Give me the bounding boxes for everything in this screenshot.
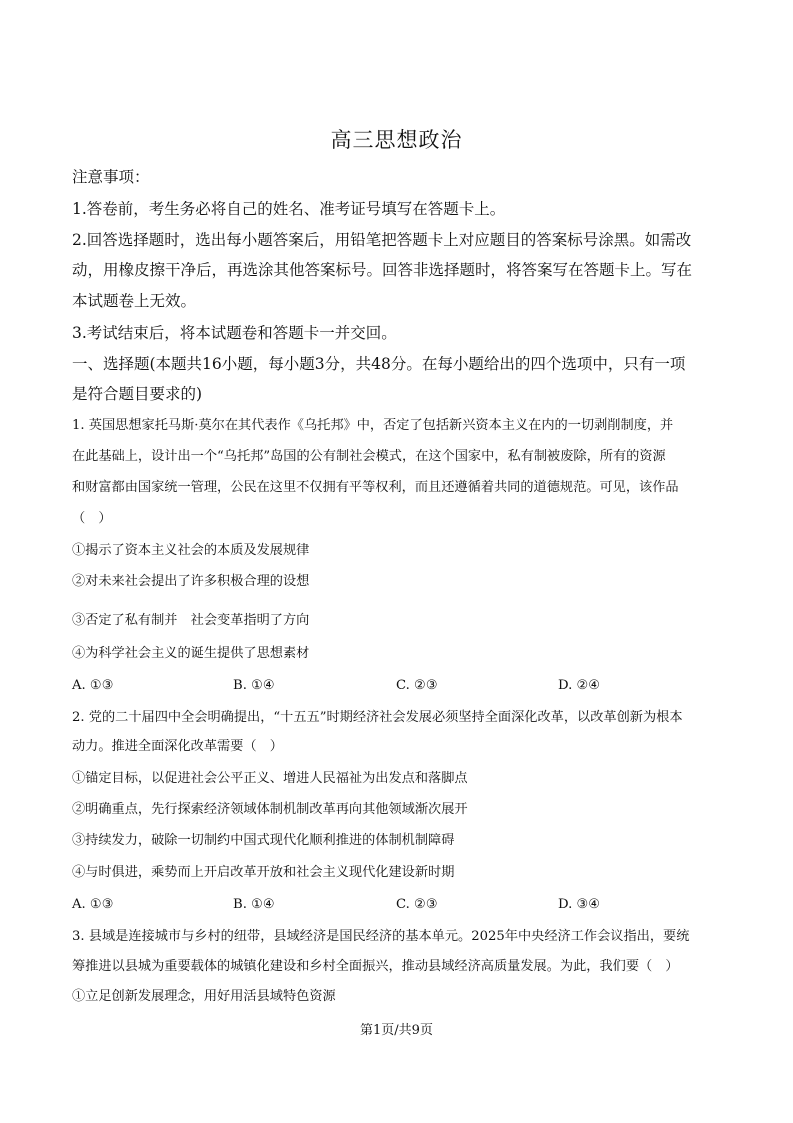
q1-option-c: C. ②③ xyxy=(396,678,438,693)
q1-statement-4: ④为科学社会主义的诞生提供了思想素材 xyxy=(72,646,310,661)
q1-statement-1: ①揭示了资本主义社会的本质及发展规律 xyxy=(72,543,310,558)
section-heading-line-2: 是符合题目要求的) xyxy=(72,385,203,403)
notice-item-1: 1.答卷前，考生务必将自己的姓名、准考证号填写在答题卡上。 xyxy=(72,200,506,218)
q2-option-b: B. ①④ xyxy=(233,897,275,912)
notice-item-3: 3.考试结束后，将本试题卷和答题卡一并交回。 xyxy=(72,324,397,342)
q1-option-a: A. ①③ xyxy=(72,678,114,693)
notice-item-2-line-3: 本试题卷上无效。 xyxy=(72,292,197,310)
q2-stem-line-1: 2. 党的二十届四中全会明确提出，“十五五”时期经济社会发展必须坚持全面深化改革，以改革创新为根本 xyxy=(72,710,683,725)
q1-answer-blank: （ ） xyxy=(72,511,112,526)
q2-option-a: A. ①③ xyxy=(72,897,114,912)
page-footer: 第1页/共9页 xyxy=(360,1023,433,1038)
q1-stem-line-1: 1. 英国思想家托马斯·莫尔在其代表作《乌托邦》中，否定了包括新兴资本主义在内的一切剥削制度，并 xyxy=(72,418,674,433)
notice-item-2-line-1: 2.回答选择题时，选出每小题答案后，用铅笔把答题卡上对应题目的答案标号涂黑。如需改 xyxy=(72,231,692,249)
q2-statement-1: ①锚定目标，以促进社会公平正义、增进人民福祉为出发点和落脚点 xyxy=(72,771,468,786)
q1-stem-line-2: 在此基础上，设计出一个“乌托邦”岛国的公有制社会模式，在这个国家中，私有制被废除，所有的资源 xyxy=(72,449,666,464)
q1-option-d: D. ②④ xyxy=(558,678,601,693)
q1-stem-line-3: 和财富都由国家统一管理，公民在这里不仅拥有平等权利，而且还遵循着共同的道德规范。可见，该作品 xyxy=(72,480,679,495)
q2-statement-2: ②明确重点，先行探索经济领域体制机制改革再向其他领域渐次展开 xyxy=(72,802,468,817)
notice-heading: 注意事项： xyxy=(72,168,150,186)
section-heading-line-1: 一、选择题(本题共16小题，每小题3分，共48分。在每小题给出的四个选项中，只有一项 xyxy=(72,355,686,373)
page-title: 高三思想政治 xyxy=(330,128,463,152)
q3-stem-line-1: 3. 县域是连接城市与乡村的纽带，县域经济是国民经济的基本单元。2025年中央经济工作会议指出，要统 xyxy=(72,929,690,944)
q2-option-c: C. ②③ xyxy=(396,897,438,912)
notice-item-2-line-2: 动，用橡皮擦干净后，再选涂其他答案标号。回答非选择题时，将答案写在答题卡上。写在 xyxy=(72,261,693,279)
q3-stem-line-2: 筹推进以县城为重要载体的城镇化建设和乡村全面振兴，推动县域经济高质量发展。为此，我们要（ ） xyxy=(72,959,679,974)
q2-statement-4: ④与时俱进，乘势而上开启改革开放和社会主义现代化建设新时期 xyxy=(72,865,455,880)
q2-stem-line-2: 动力。推进全面深化改革需要（ ） xyxy=(72,739,283,754)
q3-statement-1: ①立足创新发展理念，用好用活县域特色资源 xyxy=(72,989,336,1004)
q2-option-d: D. ③④ xyxy=(558,897,601,912)
q1-statement-3: ③否定了私有制并 社会变革指明了方向 xyxy=(72,613,310,628)
q2-statement-3: ③持续发力，破除一切制约中国式现代化顺利推进的体制机制障碍 xyxy=(72,833,455,848)
q1-option-b: B. ①④ xyxy=(233,678,275,693)
q1-statement-2: ②对未来社会提出了许多积极合理的设想 xyxy=(72,574,310,589)
